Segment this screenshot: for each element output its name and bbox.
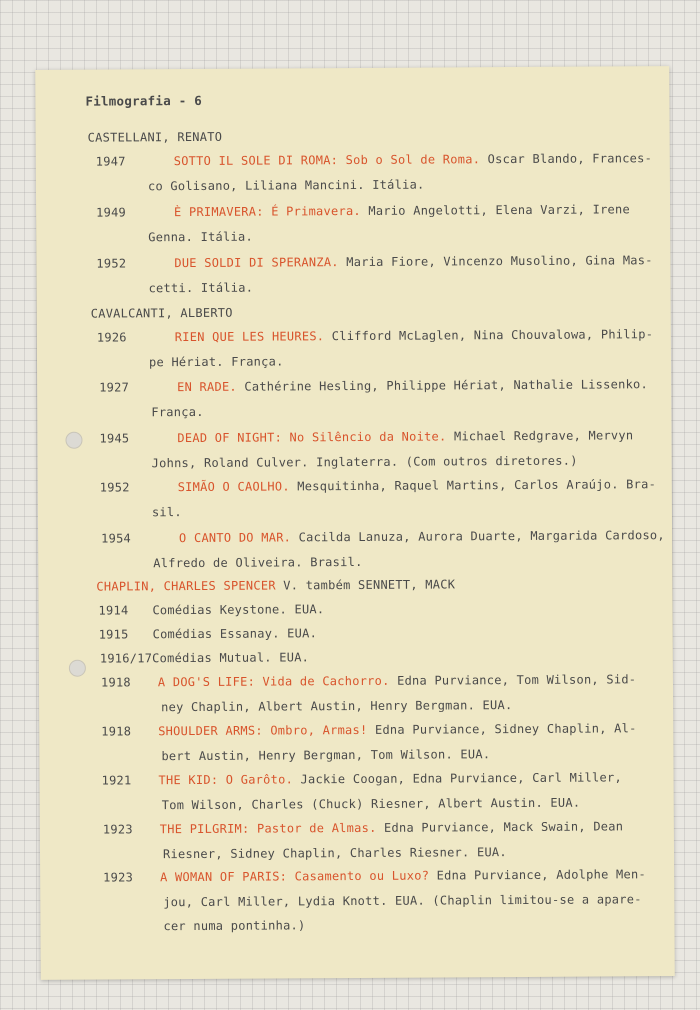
film-cast: Michael Redgrave, Mervyn xyxy=(446,428,634,444)
film-year: 1952 xyxy=(99,480,130,495)
film-cast-continued: Riesner, Sidney Chaplin, Charles Riesner. EUA. xyxy=(162,845,507,862)
film-cast-continued: Johns, Roland Culver. Inglaterra. (Com outros diretores.) xyxy=(151,453,578,471)
film-text: Comédias Mutual. EUA. xyxy=(152,650,310,666)
film-entry xyxy=(103,867,646,884)
film-year: 1918 xyxy=(101,724,132,739)
film-entry xyxy=(99,377,648,394)
see-also-note: V. também SENNETT, MACK xyxy=(275,577,456,593)
film-entry xyxy=(99,428,633,445)
film-cast: Mario Angelotti, Elena Varzi, Irene xyxy=(360,202,631,218)
film-cast-continued: Genna. Itália. xyxy=(148,229,253,245)
film-year: 1947 xyxy=(95,154,126,169)
film-cast-continued: cetti. Itália. xyxy=(148,280,254,296)
film-cast-continued: pe Hériat. França. xyxy=(148,354,284,370)
film-year: 1949 xyxy=(96,205,127,220)
film-cast-continued: Tom Wilson, Charles (Chuck) Riesner, Albert Austin. EUA. xyxy=(161,795,581,813)
film-entry xyxy=(96,151,652,168)
film-text: Comédias Essanay. EUA. xyxy=(152,626,318,642)
punch-hole-bottom xyxy=(69,660,86,677)
director-chaplin xyxy=(96,577,455,593)
film-year: 1923 xyxy=(103,870,134,885)
film-cast: Edna Purviance, Sidney Chaplin, Al- xyxy=(367,721,637,737)
film-cast-continued: cer numa pontinha.) xyxy=(163,918,306,934)
film-year: 1918 xyxy=(100,675,131,690)
film-title: DUE SOLDI DI SPERANZA. xyxy=(174,255,339,271)
film-title: RIEN QUE LES HEURES. xyxy=(174,329,325,345)
film-entry xyxy=(101,721,636,738)
film-title: DEAD OF NIGHT: No Silêncio da Noite. xyxy=(177,429,447,446)
page-header: Filmografia - 6 xyxy=(85,92,203,109)
film-cast: Cacilda Lanuza, Aurora Duarte, Margarida Cardoso, xyxy=(291,528,665,545)
film-entry xyxy=(103,819,623,836)
film-entry xyxy=(98,602,324,617)
film-cast: Edna Purviance, Adolphe Men- xyxy=(429,867,646,883)
director-castellani: CASTELLANI, RENATO xyxy=(87,129,223,145)
film-year: 1915 xyxy=(98,627,129,642)
film-year: 1926 xyxy=(96,330,127,345)
film-cast: Edna Purviance, Mack Swain, Dean xyxy=(376,819,624,835)
film-year: 1945 xyxy=(99,431,130,446)
punch-hole-top xyxy=(65,432,82,449)
film-title: THE KID: O Garôto. xyxy=(158,772,294,788)
film-text: Comédias Keystone. EUA. xyxy=(152,602,325,618)
film-cast-continued: França. xyxy=(151,404,204,420)
film-year: 1927 xyxy=(99,380,130,395)
film-cast: Clifford McLaglen, Nina Chouvalowa, Philip- xyxy=(324,327,654,344)
film-entry xyxy=(101,528,665,545)
film-cast-continued: bert Austin, Henry Bergman, Tom Wilson. EUA. xyxy=(161,747,491,764)
film-title: A WOMAN OF PARIS: Casamento ou Luxo? xyxy=(160,868,430,885)
film-title: EN RADE. xyxy=(177,379,237,395)
film-entry xyxy=(100,477,656,494)
film-year: 1923 xyxy=(102,822,133,837)
film-year: 1954 xyxy=(101,531,132,546)
film-year: 1921 xyxy=(101,773,132,788)
film-cast: Maria Fiore, Vincenzo Musolino, Gina Mas- xyxy=(338,253,653,270)
film-cast: Oscar Blando, Frances- xyxy=(480,151,653,167)
film-entry xyxy=(96,202,630,219)
film-cast-continued: co Golisano, Liliana Mancini. Itália. xyxy=(147,177,425,194)
film-cast-continued: jou, Carl Miller, Lydia Knott. EUA. (Chaplin limitou-se a apare- xyxy=(163,892,642,910)
film-title: O CANTO DO MAR. xyxy=(178,530,292,546)
film-title: SOTTO IL SOLE DI ROMA: Sob o Sol de Roma. xyxy=(173,152,481,169)
film-cast: Jackie Coogan, Edna Purviance, Carl Miller, xyxy=(292,770,622,787)
director-cavalcanti: CAVALCANTI, ALBERTO xyxy=(90,305,233,321)
film-year: 1952 xyxy=(96,256,127,271)
film-entry xyxy=(96,253,652,270)
film-entry xyxy=(99,626,317,641)
film-entry xyxy=(100,650,309,665)
film-cast: Mesquitinha, Raquel Martins, Carlos Araújo. Bra- xyxy=(289,477,657,494)
director-name: CHAPLIN, CHARLES SPENCER xyxy=(96,578,276,594)
film-entry xyxy=(102,770,622,787)
typewritten-page xyxy=(35,66,675,980)
film-title: SHOULDER ARMS: Ombro, Armas! xyxy=(158,722,368,739)
film-year: 1914 xyxy=(98,603,129,618)
film-title: A DOG'S LIFE: Vida de Cachorro. xyxy=(157,673,390,690)
film-cast: Edna Purviance, Tom Wilson, Sid- xyxy=(389,672,637,688)
film-cast-continued: sil. xyxy=(151,505,182,520)
film-title: È PRIMAVERA: É Primavera. xyxy=(173,203,361,220)
film-entry xyxy=(97,327,653,344)
film-cast: Cathérine Hesling, Philippe Hériat, Nathalie Lissenko. xyxy=(236,377,649,394)
film-entry xyxy=(101,672,636,689)
film-year: 1916/17 xyxy=(99,651,153,666)
film-cast-continued: Alfredo de Oliveira. Brasil. xyxy=(153,554,363,571)
film-title: THE PILGRIM: Pastor de Almas. xyxy=(159,820,377,837)
film-title: SIMÃO O CAOLHO. xyxy=(177,479,290,495)
film-cast-continued: ney Chaplin, Albert Austin, Henry Bergman. EUA. xyxy=(161,698,513,715)
